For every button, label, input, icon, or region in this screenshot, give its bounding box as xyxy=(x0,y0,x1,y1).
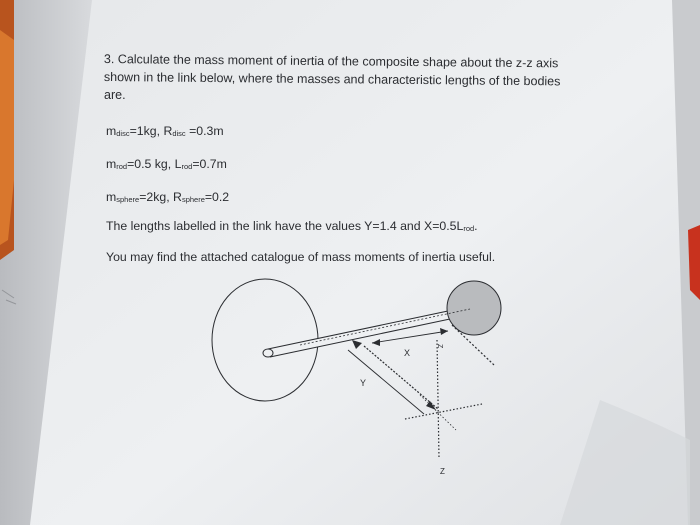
question-line-3: are. xyxy=(104,88,126,102)
rod-mass-subscript: rod xyxy=(116,162,128,171)
rod-mass-value: =0.5 kg, xyxy=(127,157,172,171)
disc-mass-symbol: m xyxy=(106,124,117,138)
x-arrow-right xyxy=(440,328,448,335)
label-y: Y xyxy=(360,378,367,388)
disc-mass-subscript: disc xyxy=(116,129,130,138)
question-text-line-1: Calculate the mass moment of inertia of the composite shape about the z-z axis xyxy=(117,52,559,71)
y-dimension-line xyxy=(364,346,438,409)
disc-radius-symbol: R xyxy=(163,124,173,138)
disc-shape xyxy=(212,279,318,401)
label-x: X xyxy=(404,348,411,358)
rod-shape xyxy=(268,311,450,357)
question-number: 3. xyxy=(103,51,115,67)
x-arrow-left xyxy=(372,339,380,346)
sphere-mass-symbol: m xyxy=(106,190,117,204)
catalogue-statement: You may find the attached catalogue of mass moments of inertia useful. xyxy=(106,250,496,264)
disc-radius-subscript: disc xyxy=(172,129,186,138)
lengths-text: The lengths labelled in the link have the values Y=1.4 and X=0.5L xyxy=(106,219,464,233)
rod-length-subscript: rod xyxy=(181,162,193,171)
rod-mass-symbol: m xyxy=(106,157,117,171)
label-z-bottom: Z xyxy=(440,467,445,476)
label-z-top: Z xyxy=(436,344,443,349)
crosshair-line xyxy=(405,404,482,419)
rod-length-value: =0.7m xyxy=(192,157,227,171)
question-line-2: shown in the link below, where the masses and characteristic lengths of the bodies xyxy=(103,69,561,89)
rod-end xyxy=(263,349,273,357)
y-arrow-top xyxy=(352,340,362,349)
lengths-subscript: rod xyxy=(463,224,475,233)
sphere-shape xyxy=(447,281,501,335)
rod-length-symbol: L xyxy=(174,157,182,171)
disc-radius-value: =0.3m xyxy=(189,124,224,138)
sphere-radius-subscript: sphere xyxy=(181,195,205,204)
sphere-radius-symbol: R xyxy=(173,190,182,204)
sphere-mass-value: =2kg, xyxy=(139,190,170,204)
sphere-radius-value: =0.2 xyxy=(204,190,230,204)
disc-mass-value: =1kg, xyxy=(129,124,161,138)
z-axis-line xyxy=(437,340,439,458)
sphere-mass-subscript: sphere xyxy=(116,195,140,204)
lengths-period: . xyxy=(474,219,478,233)
